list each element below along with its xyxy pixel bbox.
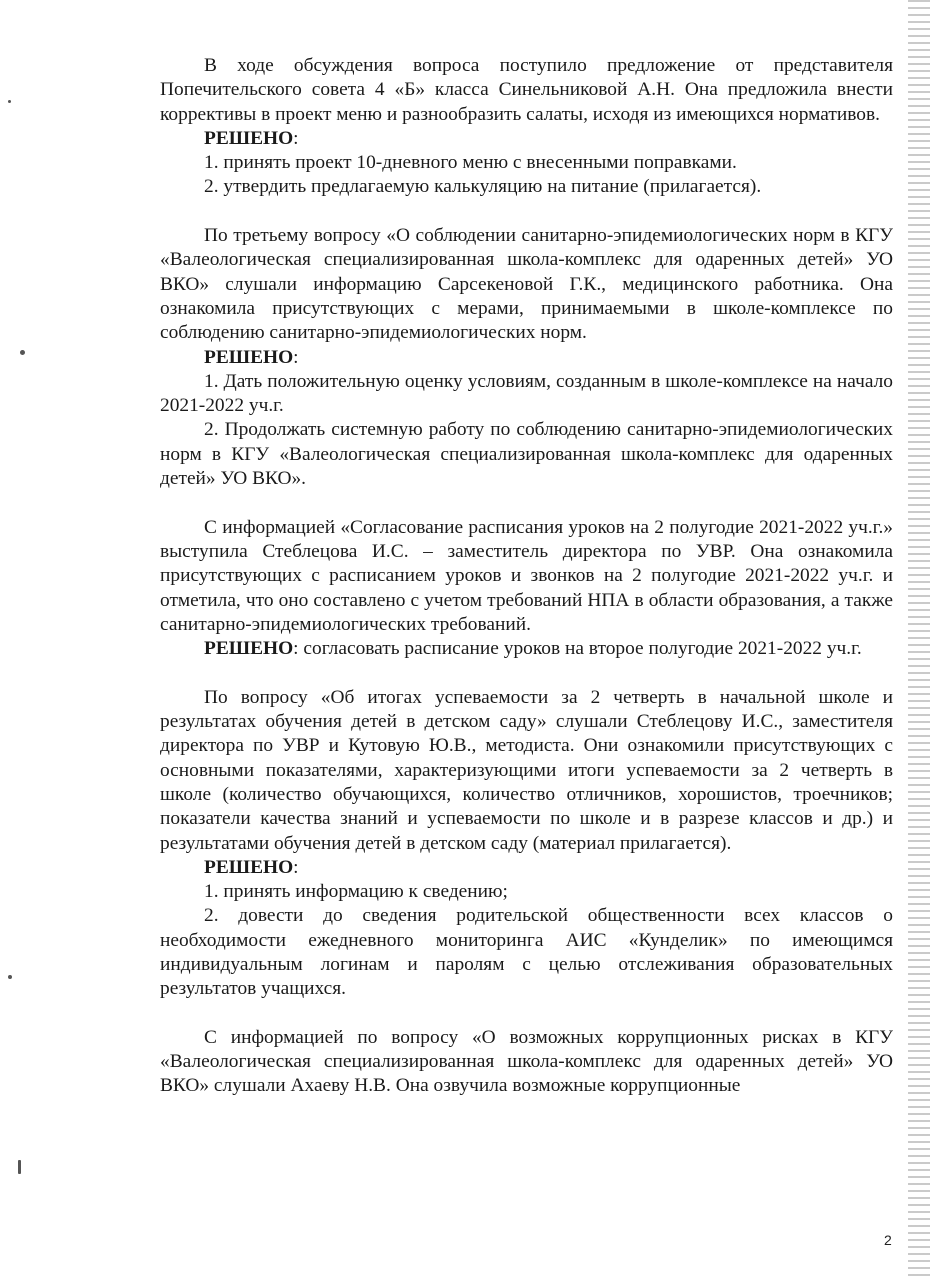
resolved-label: РЕШЕНО: [204, 638, 294, 660]
scan-speck: [8, 975, 12, 979]
paragraph-menu-proposal: В ходе обсуждения вопроса поступило предложение от представителя Попечительского совета 4 «Б» класса Синельниковой А.Н. Она предложила внести коррективы в проект меню и разнообразить салаты, исходя из имеющихся нормативов.: [160, 55, 893, 125]
resolved-label: РЕШЕНО: [204, 127, 294, 149]
scan-speck: [20, 350, 25, 355]
resolved-colon: :: [293, 346, 299, 368]
resolution-item: 1. Дать положительную оценку условиям, созданным в школе-комплексе на начало 2021-2022 уч.г.: [160, 370, 893, 417]
paragraph-gap: [160, 491, 893, 515]
resolution-item: 1. принять информацию к сведению;: [204, 881, 508, 903]
scan-speck: [8, 100, 11, 103]
scan-edge-artifact: [908, 0, 930, 1280]
paragraph-gap: [160, 1002, 893, 1026]
resolved-colon: :: [293, 856, 299, 878]
resolved-heading-3: [160, 637, 893, 661]
paragraph-gap: [160, 200, 893, 224]
resolved-label: РЕШЕНО: [204, 346, 294, 368]
paragraph-sanitary-norms: По третьему вопросу «О соблюдении санитарно-эпидемиологических норм в КГУ «Валеологическая специализированная школа-комплекс для одаренных детей» УО ВКО» слушали информацию Сарсекеновой Г.К., медицинского работника. Она ознакомила присутствующих с мерами, принимаемыми в школе-комплексе по соблюдению санитарно-эпидемиологических норм.: [160, 225, 893, 344]
scan-speck: [18, 1160, 21, 1174]
resolution-item: 2. довести до сведения родительской общественности всех классов о необходимости ежедневного мониторинга АИС «Кунделик» по имеющимся индивидуальным логинам и паролям с целью отслеживания образовательных результатов учащихся.: [160, 905, 893, 1000]
resolved-heading-2: [160, 346, 893, 370]
resolved-label: РЕШЕНО: [204, 856, 294, 878]
paragraph-gap: [160, 661, 893, 685]
resolved-colon: :: [293, 127, 299, 149]
paragraph-academic-results: По вопросу «Об итогах успеваемости за 2 четверть в начальной школе и результатах обучения детей в детском саду» слушали Стеблецову И.С., заместителя директора по УВР и Кутовую Ю.В., методиста. Они ознакомили присутствующих с основными показателями, характеризующими итоги успеваемости за 2 четверть в школе (количество обучающихся, количество отличников, хорошистов, троечников; показатели качества знаний и успеваемости по школе и в разрезе классов и др.) и результатами обучения детей в детском саду (материал прилагается).: [160, 686, 893, 854]
resolution-item: 2. Продолжать системную работу по соблюдению санитарно-эпидемиологических норм в КГУ «Валеологическая специализированная школа-комплекс для одаренных детей» УО ВКО».: [160, 419, 893, 490]
resolved-text: : согласовать расписание уроков на второе полугодие 2021-2022 уч.г.: [293, 638, 862, 660]
resolved-heading-1: [160, 127, 893, 151]
resolved-heading-4: [160, 856, 893, 880]
paragraph-schedule: С информацией «Согласование расписания уроков на 2 полугодие 2021-2022 уч.г.» выступила Стеблецова И.С. – заместитель директора по УВР. Она ознакомила присутствующих с расписанием уроков и звонков на 2 полугодие 2021-2022 уч.г. и отметила, что оно составлено с учетом требований НПА в области образования, а также санитарно-эпидемиологических требований.: [160, 516, 893, 635]
resolution-item: 1. принять проект 10-дневного меню с внесенными поправками.: [204, 152, 737, 174]
page-number: 2: [884, 1232, 892, 1248]
paragraph-corruption-risks: С информацией по вопросу «О возможных коррупционных рисках в КГУ «Валеологическая специализированная школа-комплекс для одаренных детей» УО ВКО» слушали Ахаеву Н.В. Она озвучила возможные коррупционные: [160, 1026, 893, 1097]
resolution-item: 2. утвердить предлагаемую калькуляцию на питание (прилагается).: [204, 176, 762, 198]
document-body: [160, 54, 893, 1099]
